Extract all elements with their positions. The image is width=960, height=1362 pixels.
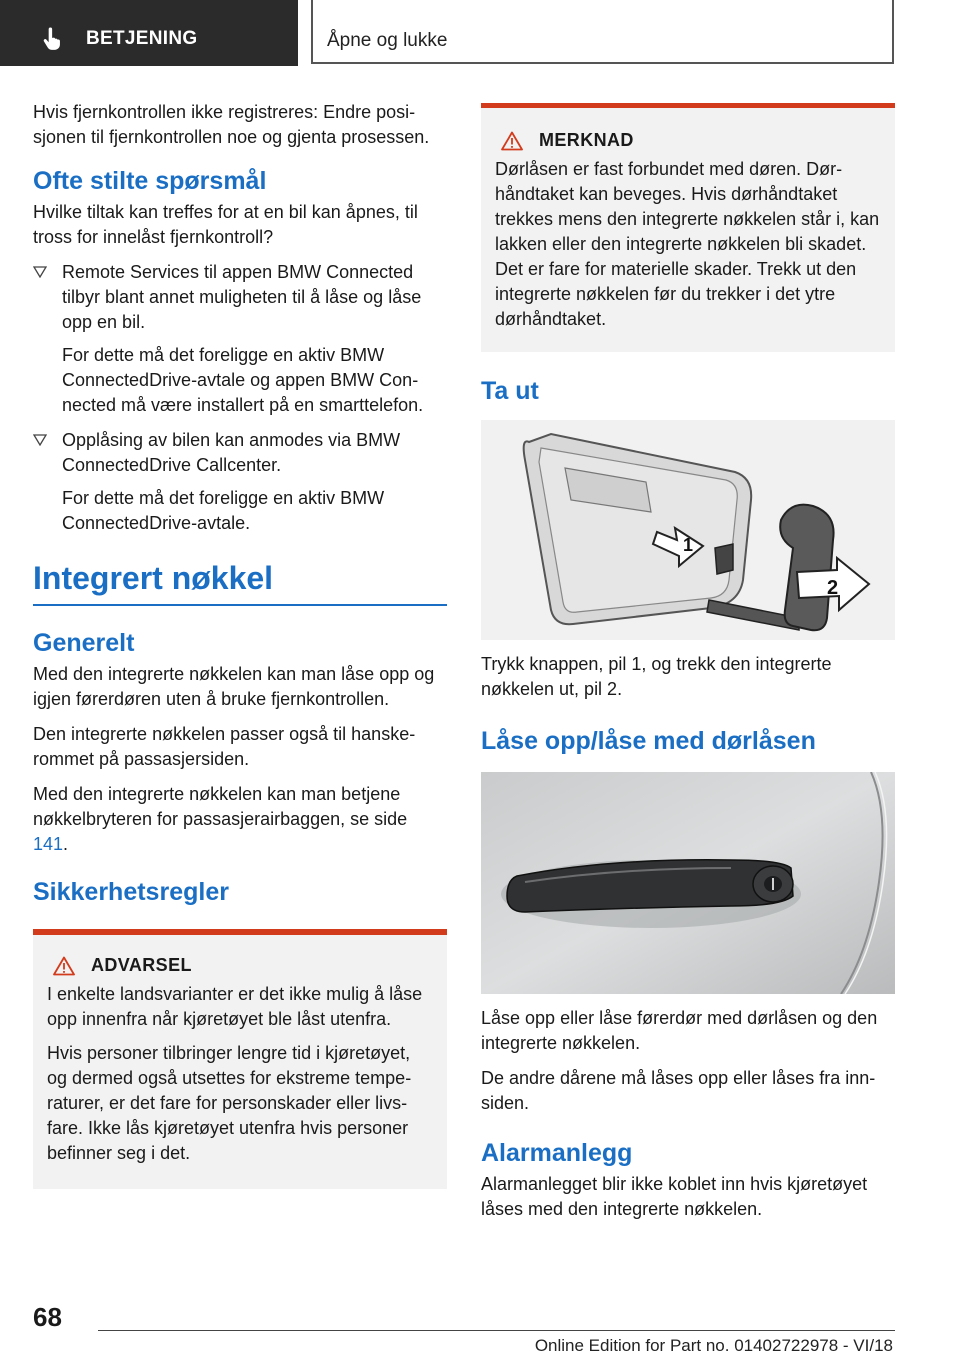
warning-title [47,955,433,976]
lock-heading: Låse opp/låse med dørlåsen [481,727,816,755]
faq-question: Hvilke tiltak kan treffes for at en bil kan åpnes, til tross for innelåst fjernkontroll? [33,202,418,247]
remove-caption: Trykk knappen, pil 1, og trekk den integrerte nøkkelen ut, pil 2. [481,654,832,699]
general-text-3-pre: Med den integrerte nøkkelen kan man betjene nøkkelbryteren for passasjerairbaggen, se side [33,784,408,829]
section-header [0,0,298,66]
note-title [495,130,881,151]
key-heading: Integrert nøkkel [33,560,274,596]
general-text-2: Den integrerte nøkkelen passer også til hanskerommet på passasjersiden. [33,724,416,769]
list-item [33,260,447,418]
faq-heading: Ofte stilte spørsmål [33,167,267,195]
chapter-header [311,0,894,64]
lock-text-2: De andre dårene må låses opp eller låses fra innsiden. [481,1068,876,1113]
note-text: Dørlåsen er fast forbundet med døren. Dørhåndtaket kan beveges. Hvis dørhåndtaket trekkes mens den integrerte nøkkelen står i, kan lakken eller den integrerte nøkkelen bli skadet. Det er fare for materielle skader. Trekk ut den integrerte nøkkelen før du trekker i det ytre dørhåndtaket. [495,159,880,329]
triangle-bullet-icon [33,266,47,278]
faq-item-sub: For dette må det foreligge en aktiv BMW ConnectedDrive-avtale og appen BMW Connected må være installert på en smarttelefon. [62,345,424,415]
note-label: MERKNAD [539,130,634,150]
warning-text-1: I enkelte landsvarianter er det ikke mulig å låse opp innenfra når kjøretøyet ble låst utenfra. [47,984,423,1029]
hand-pointer-icon [40,26,66,52]
alarm-text: Alarmanlegget blir ikke koblet inn hvis kjøretøyet låses med den integrerte nøkkelen. [481,1174,868,1219]
general-text-3-post: . [63,834,69,854]
general-heading: Generelt [33,629,135,657]
faq-list [33,260,447,536]
door-lock-photo [481,772,895,994]
warning-label: ADVARSEL [91,955,192,975]
warning-box [33,929,447,1189]
warning-triangle-icon [53,956,75,976]
footer-divider [98,1330,895,1331]
key-removal-drawing [481,420,895,640]
alarm-heading: Alarmanlegg [481,1139,633,1167]
safety-heading: Sikkerhetsregler [33,878,229,906]
note-box [481,103,895,352]
door-handle-drawing [481,772,895,994]
key-heading-block [33,558,447,606]
lock-text-1: Låse opp eller låse førerdør med dørlåsen og den integrerte nøkkelen. [481,1008,878,1053]
section-title: BETJENING [86,28,198,49]
general-text-3 [33,782,447,857]
page-link[interactable]: 141 [33,834,64,854]
page-number: 68 [33,1302,62,1332]
key-removal-illustration [481,420,895,640]
right-column [481,103,895,1232]
triangle-bullet-icon [33,434,47,446]
faq-item-text: Remote Services til appen BMW Connected tilbyr blant annet muligheten til å låse og låse opp en bil. [62,262,422,332]
left-column [33,100,447,1189]
remove-heading: Ta ut [481,377,539,405]
general-text-1: Med den integrerte nøkkelen kan man låse opp og igjen førerdøren uten å bruke fjernkontrollen. [33,664,435,709]
faq-item-text: Opplåsing av bilen kan anmodes via BMW ConnectedDrive Callcenter. [62,430,401,475]
warning-text-2: Hvis personer tilbringer lengre tid i kjøretøyet, og dermed også utsettes for ekstreme temperaturer, er det fare for personskader eller livsfare. Ikke lås kjøretøyet utenfra hvis personer befinner seg i det. [47,1043,412,1163]
intro-text: Hvis fjernkontrollen ikke registreres: Endre posisjonen til fjernkontrollen noe og gjenta prosessen. [33,102,430,147]
faq-item-sub: For dette må det foreligge en aktiv BMW ConnectedDrive-avtale. [62,488,385,533]
warning-triangle-icon [501,131,523,151]
list-item [33,428,447,536]
chapter-title: Åpne og lukke [327,30,448,51]
arrow-2-label: 2 [827,577,839,599]
edition-text: Online Edition for Part no. 01402722978 - VI/18 [534,1336,893,1355]
arrow-1-label: 1 [683,535,694,555]
